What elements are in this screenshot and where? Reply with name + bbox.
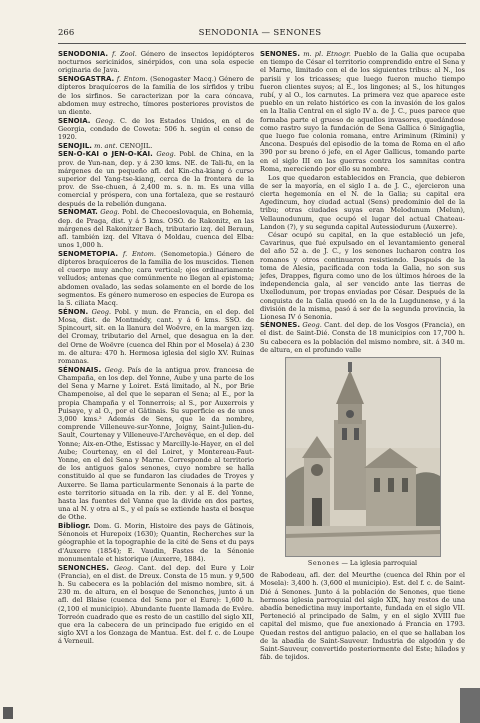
scan-edge xyxy=(460,688,480,723)
entry-text: Género de insectos lepidópteros nocturnos sericinidos, sinérpidos, con una sola especie originaria de Java. xyxy=(58,50,254,75)
entry-text: CENOJIL. xyxy=(119,141,153,150)
entry xyxy=(58,366,254,522)
caption-subject: La iglesia parroquial xyxy=(349,559,418,568)
entry-text: Pueblo de la Galia que ocupaba en tiempo de César el territorio comprendido entre el Sena y el Marne, limitado con el de los siguientes tribus: al N., los parisii y los tricasses; que luego fueron mucho tiempo fueron clientes suyos; al E., los lingones; al S., los hitunges rubí, y al O., los carnutes. La primera vez que aparece este pueblo en un relato histórico es con la invasión de los galos en la Italia Central en el siglo IV a. de J. C., pues parece que formaba parte el grueso de aquellos invasores, quedándose como rastro suyo la fundación de Sena Gallica ó Sinigaglia, que luego fue colonia romana, entre Ariminum (Rímini) y Ancona. Después del episodio de la toma de Roma en el año 390 por su breno ó jefe, en el Ager Gallicus, tomando parte en el siglo III en las guerras contra los samnitas contra Roma, mereciendo por ello su nombre. xyxy=(260,50,465,173)
paragraph: Los que quedaron establecidos en Francia, que debieron de ser la mayoría, en el siglo I a. de J. C., ejercieron una cierta hegemonía en el N. de la Galia; su capital era Agedincum, hoy ciudad actual (Sens) predominio del de la tribu; otras ciudades suyas eran Melodunum (Melun), Vellaunodunum, que ocupó el lugar del actual Chateau-Landon (?), y su segunda capital Autessiodurum (Auxerre). xyxy=(260,173,465,231)
entry-text: Dom. G. Morin, Histoire des pays de Gâtinois, Sénonois et Hurepoix (1630); Quantin, Recherches sur la géographie et la topographie de la cité de Sens et du pays d'Auxerre (1854); E. Vaudin, Fastes de la Sénonie monumentale et historique (Auxerre, 1884). xyxy=(58,522,254,563)
entry-label: Geog. xyxy=(156,150,176,159)
headword: SENOGASTRA. xyxy=(58,75,115,84)
entry-text: C. de los Estados Unidos, en el de Georgia, condado de Coweta: 506 h. según el censo de 1920. xyxy=(58,116,254,142)
entry xyxy=(260,50,465,173)
scan-mark xyxy=(3,707,13,719)
headword: SENONES. xyxy=(260,50,300,58)
entry xyxy=(58,522,254,563)
entry-label: Geog. xyxy=(104,365,125,374)
header-rule xyxy=(58,43,466,44)
headword: SENONCHES. xyxy=(58,563,109,572)
entry-text: Pobl. de Checoeslovaquia, en Bohemia, dep. de Praga, dist. y á 5 kms. OSO. de Rakonitz, en las márgenes del Rakonitzer Bach, tributario izq. del Beraun, afl. también izq. del Vltava ó Moldau, cuenca del Elba: unos 1,000 h. xyxy=(58,208,254,250)
entry-label: f. Entom. xyxy=(122,249,157,258)
headword: Bibliogr. xyxy=(58,522,91,531)
entry xyxy=(58,564,254,646)
entry-label: Geog. xyxy=(95,116,115,125)
entry xyxy=(58,150,254,207)
entry xyxy=(58,75,254,116)
caption-place: Senones xyxy=(307,559,340,568)
entry-label: m. pl. Etnogr. xyxy=(303,50,351,58)
headword: SENOMAT. xyxy=(58,208,98,217)
entry-label: f. Zool. xyxy=(111,50,137,58)
headword: SENOIA. xyxy=(58,116,91,125)
headword: SEN-O-KAI o JEN-O-KAI. xyxy=(58,150,153,159)
right-column xyxy=(260,50,465,662)
headword: SÉNONES. xyxy=(260,321,300,330)
entry-label: Geog. xyxy=(91,307,112,316)
entry xyxy=(58,117,254,142)
entry xyxy=(58,142,254,150)
entry xyxy=(58,208,254,249)
headword: SENODONIA. xyxy=(58,50,109,58)
entry-text: Cant. del dep. de los Vosgos (Francia), en el dist. de Saint-Dié. Consta de 18 municipios con 17,700 h. Su cabecera es la población del mismo nombre, sit. á 340 m. de altura, en el profundo valle xyxy=(260,321,465,354)
page-number: 266 xyxy=(58,28,75,38)
entry-label: f. Entom. xyxy=(116,75,148,84)
caption-dash: — xyxy=(339,559,350,568)
entry-label: m. ant. xyxy=(94,141,118,150)
headword: SENOMETOPIA. xyxy=(58,249,119,258)
entry xyxy=(260,321,465,354)
photo-caption xyxy=(260,559,465,567)
left-column xyxy=(58,50,254,646)
entry-text: (Senometopia.) Género de dípteros braquíceros de la familia de los muscidos. Tienen el cuerpo muy ancho; cara vertical; ojos ordinariamente velludos; antenas que comúnmente no llegan al epistoma; abdomen ovalado, las sedas solamente en el borde de los segmentos. Es género numeroso en especies de Europa es la S. ciliata Macq. xyxy=(58,249,254,308)
paragraph: César ocupó su capital, en la que estableció un jefe, Cavarinus, que fué expulsado en el levantamiento general del año 52 a. de J. C., y los senones lucharon contra los romanos y otros continuaron resistiendo. Después de la toma de Alesia, pacificada con toda la Galia, no son sus jefes, Drappes, figura como uno de los últimos héroes de la independencia gala, al ser vencido ante las tierras de Uxellodunum, por tropas enviadas por César. Después de la conquista de la Galia quedó en la de la Lugdunense, y á la división de la misma, pasó á ser de la segunda provincia, la Lionesa IV ó Senonia. xyxy=(260,230,465,321)
entry-text: (Senogaster Macq.) Género de dípteros braquíceros de la familia de los sírfidos y tribu de los sirfinos. Se caracterizan por la cara cóncava, abdomen muy estrecho, tímores posteriores provistos de un diente. xyxy=(58,75,254,116)
church-illustration xyxy=(286,358,440,556)
entry-text: País de la antigua prov. francesa de Champaña, en los dep. del Yonne, Aube y una parte de los del Sena y Marne y Loiret. Está limitado, al N., por Brie Champenoise, al del que le separan el Sena; al E., por la propia Champaña y el Tonnerrois; al S., por Auxerrois y Puisaye, y al O., por el Gâtinais. Su superficie es de unos 3,000 kms.² Además de Sens, que le da nombre, comprende Villeneuve-sur-Yonne, Joigny, Saint-Julien-du-Sault, Courtenay y Villeneuve-l'Archevêque, en el dep. del Yonne; Aix-en-Othe, Estissac y Marcilly-le-Hayer, en el del Aube; Courtenay, en el del Loiret, y Montereau-Faut-Yonne, en el del Sena y Marne. Corresponde al territorio de los antiguos galos senones, cuyo nombre se halla constituido al que se fundaron las ciudades de Troyes y Auxerre. Se llama particularmente Senonais á la parte de este territorio situada en la rib. der. y al E. del Yonne, hasta las fuentes del Vanne que la divide en dos partes, una al N. y otra al S., y el país se extiende hasta el bosque de Othe. xyxy=(58,365,254,522)
entry xyxy=(58,250,254,307)
headword: SÉNON. xyxy=(58,307,89,316)
entry-text: Pobl. de China, en la prov. de Yun-nan, dep. y á 230 kms. NE. de Tali-fu, en la márgenes de un pequeño afl. del Kin-cha-kiang ó curso superior del Yang-tse-kiang, cerca de la frontera de la prov. de Sse-chuen, á 2,400 m. s. n. m. Es una villa comercial y próspera, con una fortaleza, que se restauró después de la rebelión dungana. xyxy=(58,150,254,208)
entry-label: Geog. xyxy=(302,321,322,330)
entry-text: Pobl. y mun. de Francia, en el dep. del Mosa, dist. de Montmédy, cant. y á 6 kms. SSO. de Spincourt, sit. en la llanura del Woëvre, en la margen izq. del Cromay, tributario del Arnel, que desagua en la der. del Orne de Woëvre (cuenca del Rhin por el Mosela) á 230 m. de altura: 470 h. Hermosa iglesia del siglo XV. Ruinas romanas. xyxy=(58,307,254,366)
entry xyxy=(58,50,254,75)
entry-continuation: de Rabodeau, afl. der. del Meurthe (cuenca del Rhin por el Mosela): 3,400 h. (3,600 el municipio). Est. del f. c. de Saint-Dié á Senones. Junto á la población de Senones, que tiene hermosa iglesia parroquial del siglo XIX, hay restos de una abadía benedictina muy importante, fundada en el siglo VII. Perteneció al principado de Salm, y en el siglo XVIII fue capital del mismo, que fue anexionado á Francia en 1793. Quedan restos del antiguo palacio, en el que se hallaban los de la abadía de Saint-Sauveur. Industria de algodón y de Saint-Sauveur, convertido posteriormente del Este; hilados y fáb. de tejidos. xyxy=(260,571,465,662)
entry-text: Cant. del dep. del Eure y Loir (Francia), en el dist. de Dreux. Consta de 15 mun. y 9,500 h. Su cabecera es la población del mismo nombre, sit. á 230 m. de altura, en el bosque de Senonches, junto á un afl. del Blaise (cuenca del Sena por el Eure): 1,600 h. (2,100 el municipio). Abundante fuente llamada de Evêre. Torreón cuadrado que es resto de un castillo del siglo XII, que era la cabecera de un principado fue erigido en el siglo XVI a los Gonzaga de Mantua. Est. del f. c. de Loupe á Verneuil. xyxy=(58,563,254,646)
church-photo xyxy=(285,357,441,557)
entry xyxy=(58,308,254,365)
entry-label: Geog. xyxy=(113,563,134,572)
entry-label: Geog. xyxy=(100,208,120,217)
headword: SENOJIL. xyxy=(58,141,92,150)
page-header xyxy=(58,28,462,42)
running-title: SENODONIA — SENONES xyxy=(198,28,322,38)
headword: SÉNONAIS. xyxy=(58,365,102,374)
